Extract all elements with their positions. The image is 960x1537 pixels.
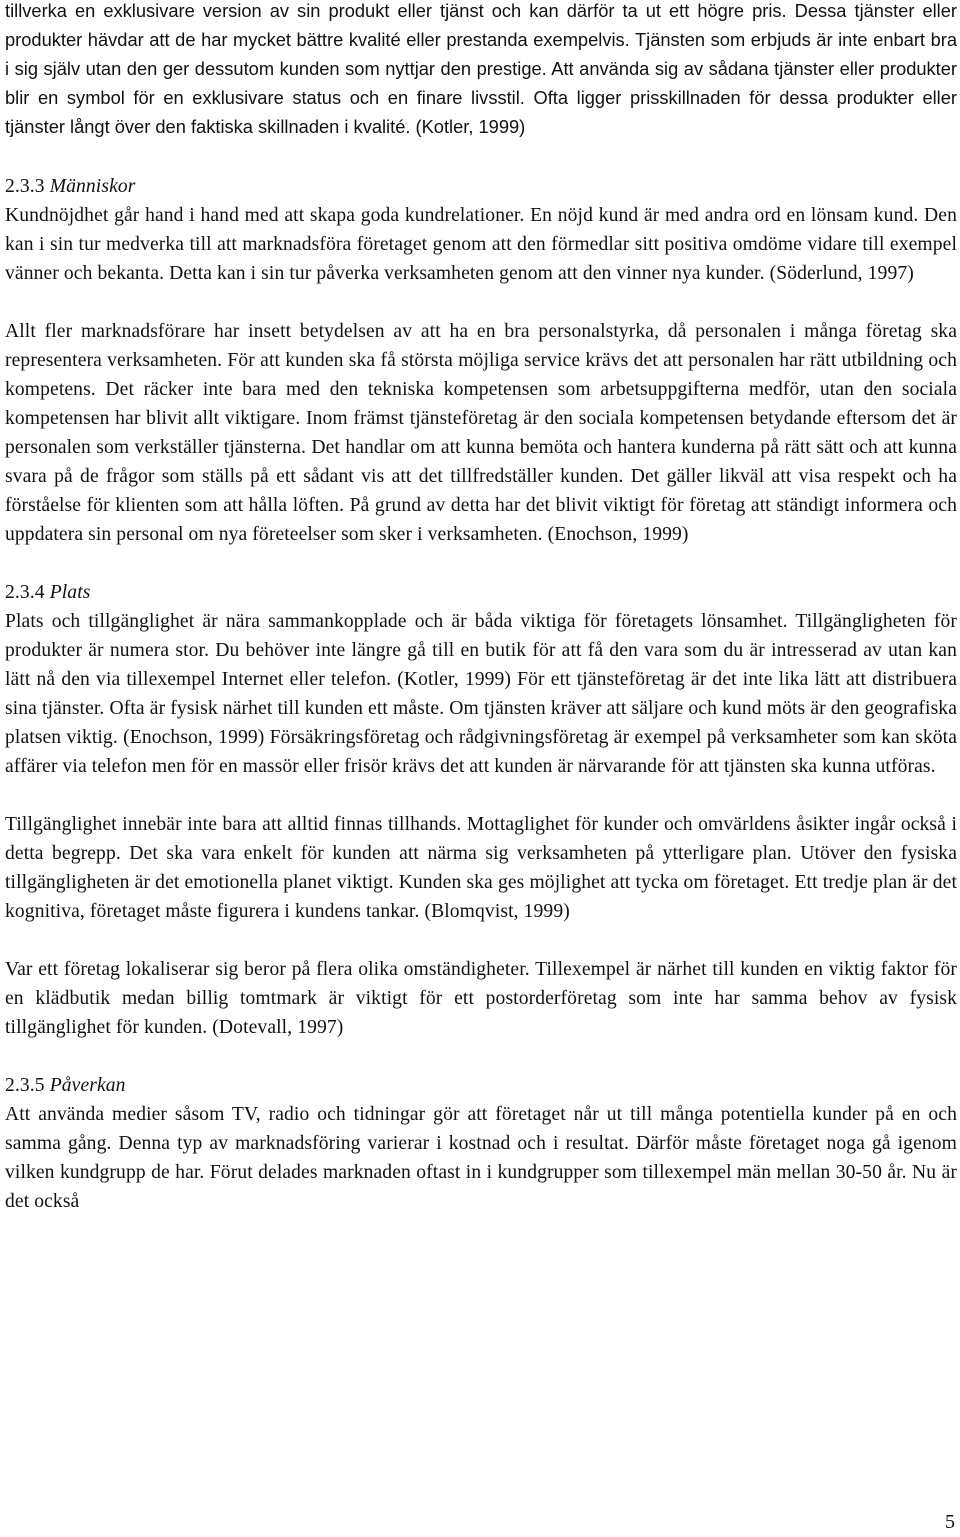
paragraph-manniskor-1: Kundnöjdhet går hand i hand med att skapa goda kundrelationer. En nöjd kund är med andra ord en lönsam kund. Den kan i sin tur medverka till att marknadsföra företaget genom att den förmedlar sitt positiva omdöme vidare till exempel vänner och bekanta. Detta kan i sin tur påverka verksamheten genom att den vinner nya kunder. (Söderlund, 1997): [5, 205, 957, 284]
paragraph-plats-2: Tillgänglighet innebär inte bara att alltid finnas tillhands. Mottaglighet för kunder och omvärldens åsikter ingår också i detta begrepp. Det ska vara enkelt för kunden att närma sig verksamheten på ytterligare plan. Utöver den fysiska tillgängligheten är det emotionella planet viktigt. Kunden ska ges möjlighet att tycka om företaget. Ett tredje plan är det kognitiva, företaget måste figurera i kundens tankar. (Blomqvist, 1999): [5, 814, 957, 922]
paragraph-manniskor-2: Allt fler marknadsförare har insett betydelsen av att ha en bra personalstyrka, då personalen i många företag ska representera verksamheten. För att kunden ska få största möjliga service krävs det att personalen har rätt utbildning och kompetens. Det räcker inte bara med den tekniska kompetensen som arbetsuppgifterna medför, utan den sociala kompetensen har blivit allt viktigare. Inom främst tjänsteföretag är den sociala kompetensen betydande eftersom det är personalen som verkställer tjänsterna. Det handlar om att kunna bemöta och hantera kunderna på rätt sätt och att kunna svara på de frågor som ställs på ett sådant vis att det tillfredställer kunden. Det gäller likväl att visa respekt och ha förståelse för klienten som att hålla löften. På grund av detta har det blivit viktigt för företag att ständigt informera och uppdatera sin personal om nya företeelser som sker i verksamheten. (Enochson, 1999): [5, 321, 957, 545]
paragraph-plats-3: Var ett företag lokaliserar sig beror på flera olika omständigheter. Tillexempel är närhet till kunden en viktig faktor för en klädbutik medan billig tomtmark är viktigt för ett postorderföretag som inte har samma behov av fysisk tillgänglighet för kunden. (Dotevall, 1997): [5, 959, 957, 1038]
document-page: [5, 0, 957, 1216]
section-number: 2.3.4: [5, 582, 45, 603]
paragraph-plats-1: Plats och tillgänglighet är nära sammankopplade och är båda viktiga för företagets lönsamhet. Tillgängligheten för produkter är numera stor. Du behöver inte längre gå till en butik för att få den vara som du är intresserad av utan kan lätt nå den via tillexempel Internet eller telefon. (Kotler, 1999) För ett tjänsteföretag är det inte lika lätt att distribuera sina tjänster. Ofta är fysisk närhet till kunden ett måste. Om tjänsten kräver att säljare och kund möts är den geografiska platsen viktig. (Enochson, 1999) Försäkringsföretag och rådgivningsföretag är exempel på verksamheter som kan sköta affärer via telefon men för en massör eller frisör krävs det att kunden är närvarande för att tjänsten ska kunna utföras.: [5, 611, 957, 777]
section-title: Människor: [49, 176, 136, 197]
section-heading-2-3-3: [5, 172, 957, 201]
section-number: 2.3.5: [5, 1075, 45, 1096]
section-title: Plats: [49, 582, 91, 603]
paragraph-intro: tillverka en exklusivare version av sin produkt eller tjänst och kan därför ta ut ett högre pris. Dessa tjänster eller produkter hävdar att de har mycket bättre kvalité eller prestanda exempelvis. Tjänsten som erbjuds är inte enbart bra i sig själv utan den ger dessutom kunden som nyttjar den prestige. Att använda sig av sådana tjänster eller produkter blir en symbol för en exklusivare status och en finare livsstil. Ofta ligger prisskillnaden för dessa produkter eller tjänster långt över den faktiska skillnaden i kvalité. (Kotler, 1999): [5, 0, 957, 137]
section-heading-2-3-4: [5, 578, 957, 607]
paragraph-paverkan-1: Att använda medier såsom TV, radio och tidningar gör att företaget når ut till många potentiella kunder på en och samma gång. Denna typ av marknadsföring varierar i kostnad och i resultat. Därför måste företaget noga gå igenom vilken kundgrupp de har. Förut delades marknaden oftast in i kundgrupper som tillexempel män mellan 30-50 år. Nu är det också: [5, 1104, 957, 1212]
section-title: Påverkan: [49, 1075, 126, 1096]
section-number: 2.3.3: [5, 176, 45, 197]
page-number: 5: [945, 1511, 955, 1533]
section-heading-2-3-5: [5, 1071, 957, 1100]
